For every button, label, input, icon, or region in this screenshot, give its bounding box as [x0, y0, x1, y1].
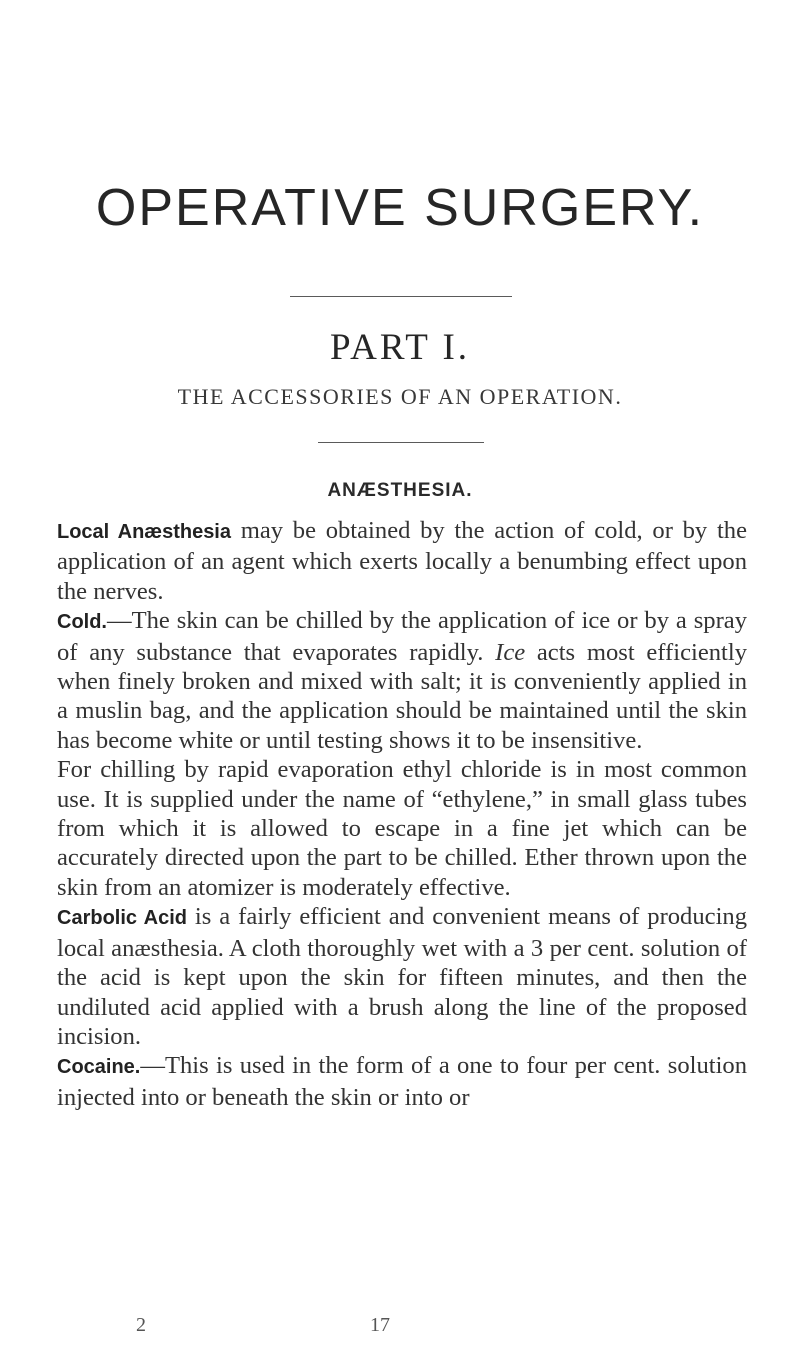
- run-in-heading: Carbolic Acid: [57, 907, 187, 930]
- paragraph-text: —The skin can be chilled by the application of ice or by a spray of any substance that evaporates rapidly.: [57, 607, 747, 666]
- part-subtitle: THE ACCESSORIES OF AN OPERATION.: [177, 384, 623, 409]
- page-number: 17: [370, 1314, 390, 1336]
- paragraph-carbolic-acid: [57, 902, 747, 1051]
- book-title: OPERATIVE SURGERY.: [95, 179, 705, 237]
- run-in-heading: Cold.: [57, 611, 107, 634]
- run-in-heading: Local Anæsthesia: [57, 521, 231, 543]
- body-text: [57, 516, 747, 1112]
- paragraph-text: For chilling by rapid evaporation ethyl chloride is in most common use. It is supplied under the name of “ethylene,” in small glass tubes from which it is allowed to escape in a fine jet which can be accurately directed upon the part to be chilled. Ether thrown upon the skin from an atomizer is moderately effective.: [57, 756, 747, 901]
- part-title: PART I.: [329, 327, 471, 368]
- page-footer: [0, 1314, 800, 1342]
- paragraph-chilling: [57, 755, 747, 902]
- paragraph-cocaine: [57, 1051, 747, 1112]
- section-heading: ANÆSTHESIA.: [327, 480, 473, 501]
- paragraph-text: —This is used in the form of a one to four per cent. solution injected into or beneath the skin or into or: [57, 1052, 747, 1111]
- title-divider: [290, 296, 512, 297]
- run-in-heading: Cocaine.: [57, 1056, 141, 1079]
- signature-mark: 2: [136, 1314, 146, 1336]
- paragraph-text: is a fairly efficient and convenient means of producing local anæsthesia. A cloth thoroughly wet with a 3 per cent. solution of the acid is kept upon the skin for fifteen minutes, and then the undiluted acid applied with a brush along the line of the proposed incision.: [57, 903, 747, 1050]
- paragraph-cold: [57, 606, 747, 755]
- paragraph-text: may be obtained by the action of cold, or by the application of an agent which exerts locally a benumbing effect upon the nerves.: [57, 517, 747, 605]
- italic-term: Ice: [495, 638, 526, 666]
- subtitle-divider: [318, 442, 484, 443]
- paragraph-local-anaesthesia: [57, 516, 747, 606]
- paragraph-text: acts most efficiently when finely broken and mixed with salt; it is conveniently applied in a muslin bag, and the application should be maintained until the skin has become white or until testing shows it to be insensitive.: [57, 638, 747, 754]
